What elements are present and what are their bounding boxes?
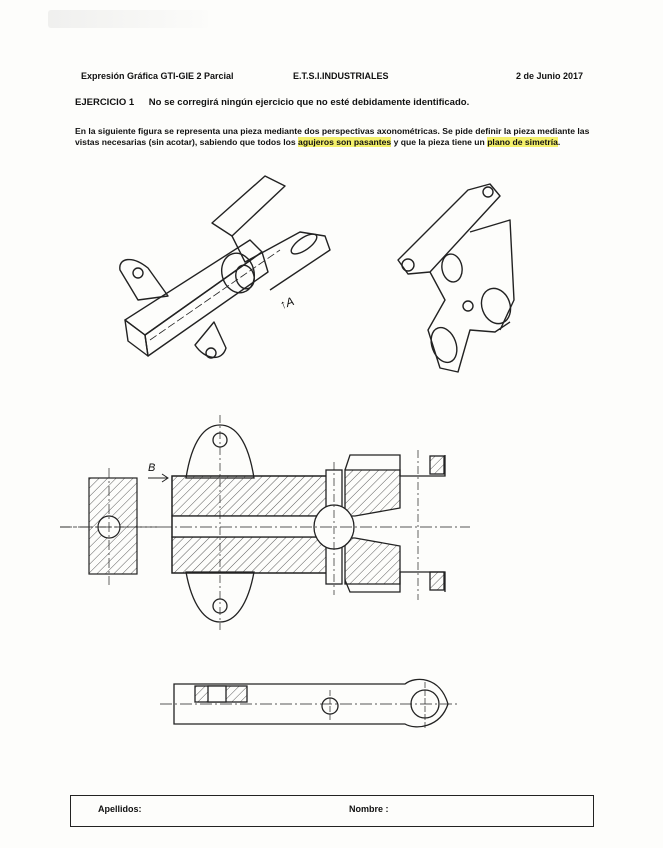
- plan-slot-gap: [208, 686, 226, 702]
- elevation-fork-upper-hatch: [345, 470, 400, 516]
- elevation-upper-hatched: [172, 476, 340, 516]
- exercise-warning: No se corregirá ningún ejercicio que no esté debidamente identificado.: [148, 97, 470, 108]
- exercise-number: EJERCICIO 1: [75, 97, 135, 108]
- course-title: Expresión Gráfica GTI-GIE 2 Parcial: [81, 71, 234, 81]
- exam-date: 2 de Junio 2017: [516, 71, 584, 81]
- highlight-through-holes: agujeros son pasantes: [298, 137, 392, 147]
- statement-text-3: .: [557, 137, 561, 147]
- name-label: Nombre :: [349, 804, 389, 814]
- iso-right-plate: [398, 184, 500, 274]
- surname-label: Apellidos:: [98, 804, 142, 814]
- iso-left-fork-hole: [288, 230, 319, 257]
- school-name: E.T.S.I.INDUSTRIALES: [293, 71, 389, 81]
- student-identification-box: [70, 795, 594, 827]
- statement-text-2: y que la pieza tiene un: [391, 137, 488, 147]
- iso-right-eye-hole: [477, 284, 516, 327]
- highlight-symmetry-plane: plano de simetría: [487, 137, 558, 147]
- elevation-lower-hatched: [172, 537, 340, 573]
- iso-left-lug-bottom: [195, 322, 226, 357]
- isometric-view-left: [120, 176, 330, 358]
- view-arrow-b-icon: [148, 474, 168, 482]
- iso-left-bar-end: [125, 320, 148, 356]
- iso-left-lug-left: [120, 260, 168, 300]
- iso-right-lower-hole: [427, 324, 462, 366]
- iso-left-axis: [150, 250, 280, 340]
- isometric-view-right: [398, 184, 515, 372]
- iso-right-side: [470, 220, 514, 330]
- iso-right-plate-hole: [402, 259, 414, 271]
- elevation-fork-tip-lower: [430, 572, 444, 590]
- view-arrow-b-label: B: [148, 462, 156, 474]
- iso-left-lug-hole: [133, 268, 143, 278]
- iso-right-small-hole: [463, 301, 473, 311]
- view-arrow-a-label: ↑A: [278, 294, 296, 312]
- iso-left-fork-upper: [212, 176, 285, 236]
- plan-view: [160, 679, 460, 728]
- elevation-fork-lower-hatch: [345, 538, 400, 584]
- elevation-fork-tip-upper: [430, 456, 444, 474]
- iso-right-body: [428, 272, 510, 372]
- iso-right-plate-hole-2: [483, 187, 493, 197]
- statement-text-1: En la siguiente figura se representa una pieza mediante dos perspectivas axonométricas. Se pide definir la pieza mediante las vistas necesarias (sin acotar), sabiendo que todos los: [75, 126, 590, 147]
- profile-section-view: [60, 468, 160, 585]
